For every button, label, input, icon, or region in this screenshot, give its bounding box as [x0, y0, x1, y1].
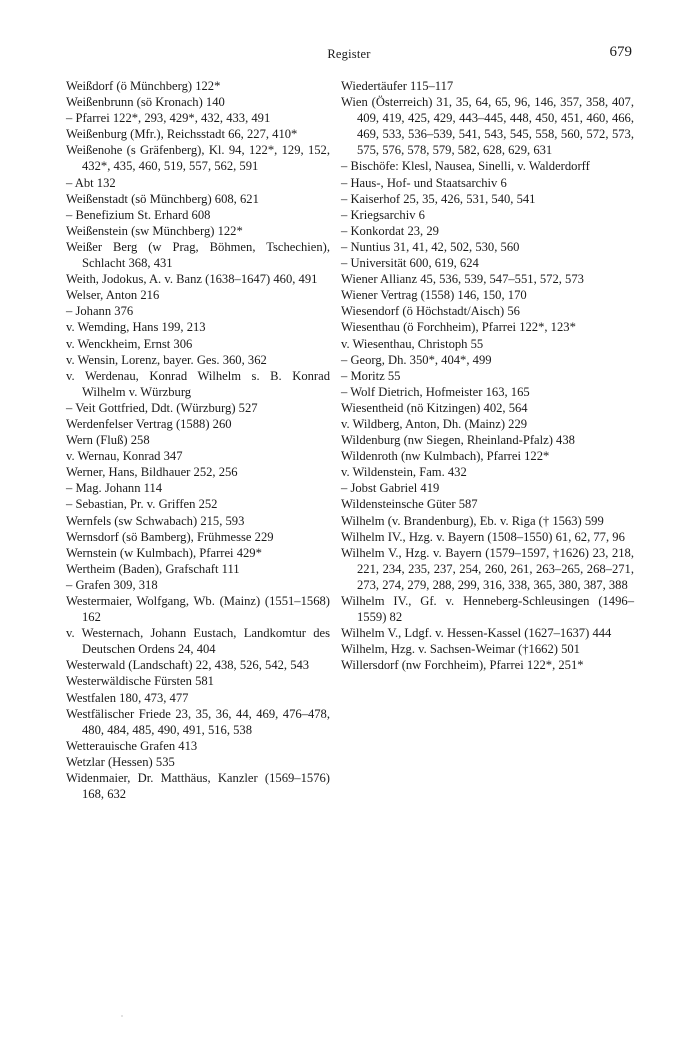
index-entry: – Konkordat 23, 29	[341, 223, 439, 238]
index-entry: – Kaiserhof 25, 35, 426, 531, 540, 541	[341, 191, 536, 206]
index-entry: Wernstein (w Kulmbach), Pfarrei 429*	[66, 545, 262, 560]
index-entry: v. Wemding, Hans 199, 213	[66, 320, 206, 335]
index-entry: Wertheim (Baden), Grafschaft 111	[66, 561, 240, 576]
index-entry: Westfalen 180, 473, 477	[66, 690, 189, 705]
index-entry: – Georg, Dh. 350*, 404*, 499	[341, 352, 492, 367]
index-entry: – Pfarrei 122*, 293, 429*, 432, 433, 491	[66, 111, 271, 126]
page-number: 679	[609, 44, 632, 60]
index-entry: Wilhelm IV., Hzg. v. Bayern (1508–1550) 61, 62, 77, 96	[341, 529, 625, 544]
index-entry: Weißer Berg (w Prag, Böhmen, Tschechien), Schlacht 368, 431	[66, 239, 330, 271]
index-column-left	[66, 78, 330, 802]
index-entry: Weißenbrunn (sö Kronach) 140	[66, 95, 225, 110]
index-entry: – Abt 132	[66, 175, 116, 190]
index-entry: – Haus-, Hof- und Staatsarchiv 6	[341, 175, 507, 190]
index-entry: Wernfels (sw Schwabach) 215, 593	[66, 513, 245, 528]
index-entry: Willersdorf (nw Forchheim), Pfarrei 122*, 251*	[341, 658, 584, 673]
index-entry: v. Wiesenthau, Christoph 55	[341, 336, 484, 351]
index-entry: Wilhelm IV., Gf. v. Henneberg-Schleusingen (1496–1559) 82	[341, 594, 634, 625]
running-title: Register	[327, 47, 371, 61]
index-entry: Wiesendorf (ö Höchstadt/Aisch) 56	[341, 304, 520, 319]
index-entry: Werdenfelser Vertrag (1588) 260	[66, 416, 232, 431]
index-entry: – Bischöfe: Klesl, Nausea, Sinelli, v. Walderdorff	[341, 159, 590, 174]
index-entry: Werner, Hans, Bildhauer 252, 256	[66, 465, 238, 480]
running-header	[66, 44, 632, 68]
index-entry: Wiedertäufer 115–117	[341, 79, 454, 93]
index-entry: Weißenstein (sw Münchberg) 122*	[66, 223, 243, 238]
index-entry: Westerwald (Landschaft) 22, 438, 526, 542, 543	[66, 658, 310, 673]
index-entry: v. Werdenau, Konrad Wilhelm s. B. Konrad Wilhelm v. Würzburg	[66, 368, 330, 399]
index-entry: Wetterauische Grafen 413	[66, 738, 198, 753]
index-entry: v. Wernau, Konrad 347	[66, 449, 183, 464]
index-entry: – Benefizium St. Erhard 608	[66, 207, 211, 222]
index-entry: Wiesenthau (ö Forchheim), Pfarrei 122*, 123*	[341, 320, 576, 335]
index-entry: Wetzlar (Hessen) 535	[66, 754, 175, 769]
index-entry: Wildenburg (nw Siegen, Rheinland-Pfalz) 438	[341, 433, 575, 448]
index-entry: Wiesentheid (nö Kitzingen) 402, 564	[341, 400, 528, 415]
index-entry: Wiener Vertrag (1558) 146, 150, 170	[341, 288, 527, 303]
index-entry: – Johann 376	[66, 304, 134, 319]
index-entry: Weißdorf (ö Münchberg) 122*	[66, 79, 221, 93]
index-entry: v. Westernach, Johann Eustach, Landkomtur des Deutschen Ordens 24, 404	[66, 626, 330, 657]
index-entry: Westfälischer Friede 23, 35, 36, 44, 469, 476–478, 480, 484, 485, 490, 491, 516, 538	[66, 706, 330, 737]
index-entry: – Veit Gottfried, Ddt. (Würzburg) 527	[66, 400, 258, 415]
index-entry: Weißenstadt (sö Münchberg) 608, 621	[66, 191, 259, 206]
index-entry: Wern (Fluß) 258	[66, 433, 150, 448]
index-entry: Westerwäldische Fürsten 581	[66, 674, 214, 689]
index-entry: Widenmaier, Dr. Matthäus, Kanzler (1569–1576) 168, 632	[66, 771, 330, 802]
index-entry: Wernsdorf (sö Bamberg), Frühmesse 229	[66, 529, 274, 544]
index-entry: – Wolf Dietrich, Hofmeister 163, 165	[341, 384, 530, 399]
index-entry: Wildensteinsche Güter 587	[341, 497, 478, 512]
index-entry: – Sebastian, Pr. v. Griffen 252	[66, 497, 218, 512]
index-entry: Weißenohe (s Gräfenberg), Kl. 94, 122*, 129, 152, 432*, 435, 460, 519, 557, 562, 591	[66, 143, 330, 174]
index-entry: Wiener Allianz 45, 536, 539, 547–551, 572, 573	[341, 272, 584, 287]
index-entry: – Moritz 55	[341, 368, 401, 383]
index-entry: – Kriegsarchiv 6	[341, 207, 425, 222]
index-entry: v. Wenckheim, Ernst 306	[66, 336, 193, 351]
index-entry: Wilhelm V., Hzg. v. Bayern (1579–1597, †1626) 23, 218, 221, 234, 235, 237, 254, 260, 261, 263–265, 268–271, 273, 274, 279, 288, 299, 316, 338, 365, 380, 387, 388	[341, 545, 634, 592]
index-entry: Wien (Österreich) 31, 35, 64, 65, 96, 146, 357, 358, 407, 409, 419, 425, 429, 443–445, 448, 450, 451, 460, 466, 469, 533, 536–539, 541, 543, 545, 558, 560, 572, 573, 575, 576, 578, 579, 582, 628, 629, 631	[341, 95, 634, 158]
paper-speck	[121, 1015, 123, 1017]
index-entry: Westermaier, Wolfgang, Wb. (Mainz) (1551–1568) 162	[66, 594, 330, 625]
index-entry: v. Wensin, Lorenz, bayer. Ges. 360, 362	[66, 352, 267, 367]
index-entry: – Universität 600, 619, 624	[341, 256, 479, 271]
index-column-right	[341, 78, 634, 673]
index-entry: Wildenroth (nw Kulmbach), Pfarrei 122*	[341, 449, 550, 464]
index-entry: – Grafen 309, 318	[66, 577, 158, 592]
index-entry: Wilhelm, Hzg. v. Sachsen-Weimar (†1662) 501	[341, 642, 580, 657]
index-entry: Wilhelm (v. Brandenburg), Eb. v. Riga († 1563) 599	[341, 513, 604, 528]
index-entry: Wilhelm V., Ldgf. v. Hessen-Kassel (1627–1637) 444	[341, 626, 612, 641]
index-entry: – Jobst Gabriel 419	[341, 481, 440, 496]
index-entry: Weith, Jodokus, A. v. Banz (1638–1647) 460, 491	[66, 272, 318, 287]
index-entry: Weißenburg (Mfr.), Reichsstadt 66, 227, 410*	[66, 127, 298, 142]
index-entry: Welser, Anton 216	[66, 288, 160, 303]
index-entry: – Mag. Johann 114	[66, 481, 163, 496]
index-entry: v. Wildenstein, Fam. 432	[341, 465, 467, 480]
index-entry: – Nuntius 31, 41, 42, 502, 530, 560	[341, 239, 520, 254]
index-entry: v. Wildberg, Anton, Dh. (Mainz) 229	[341, 416, 528, 431]
